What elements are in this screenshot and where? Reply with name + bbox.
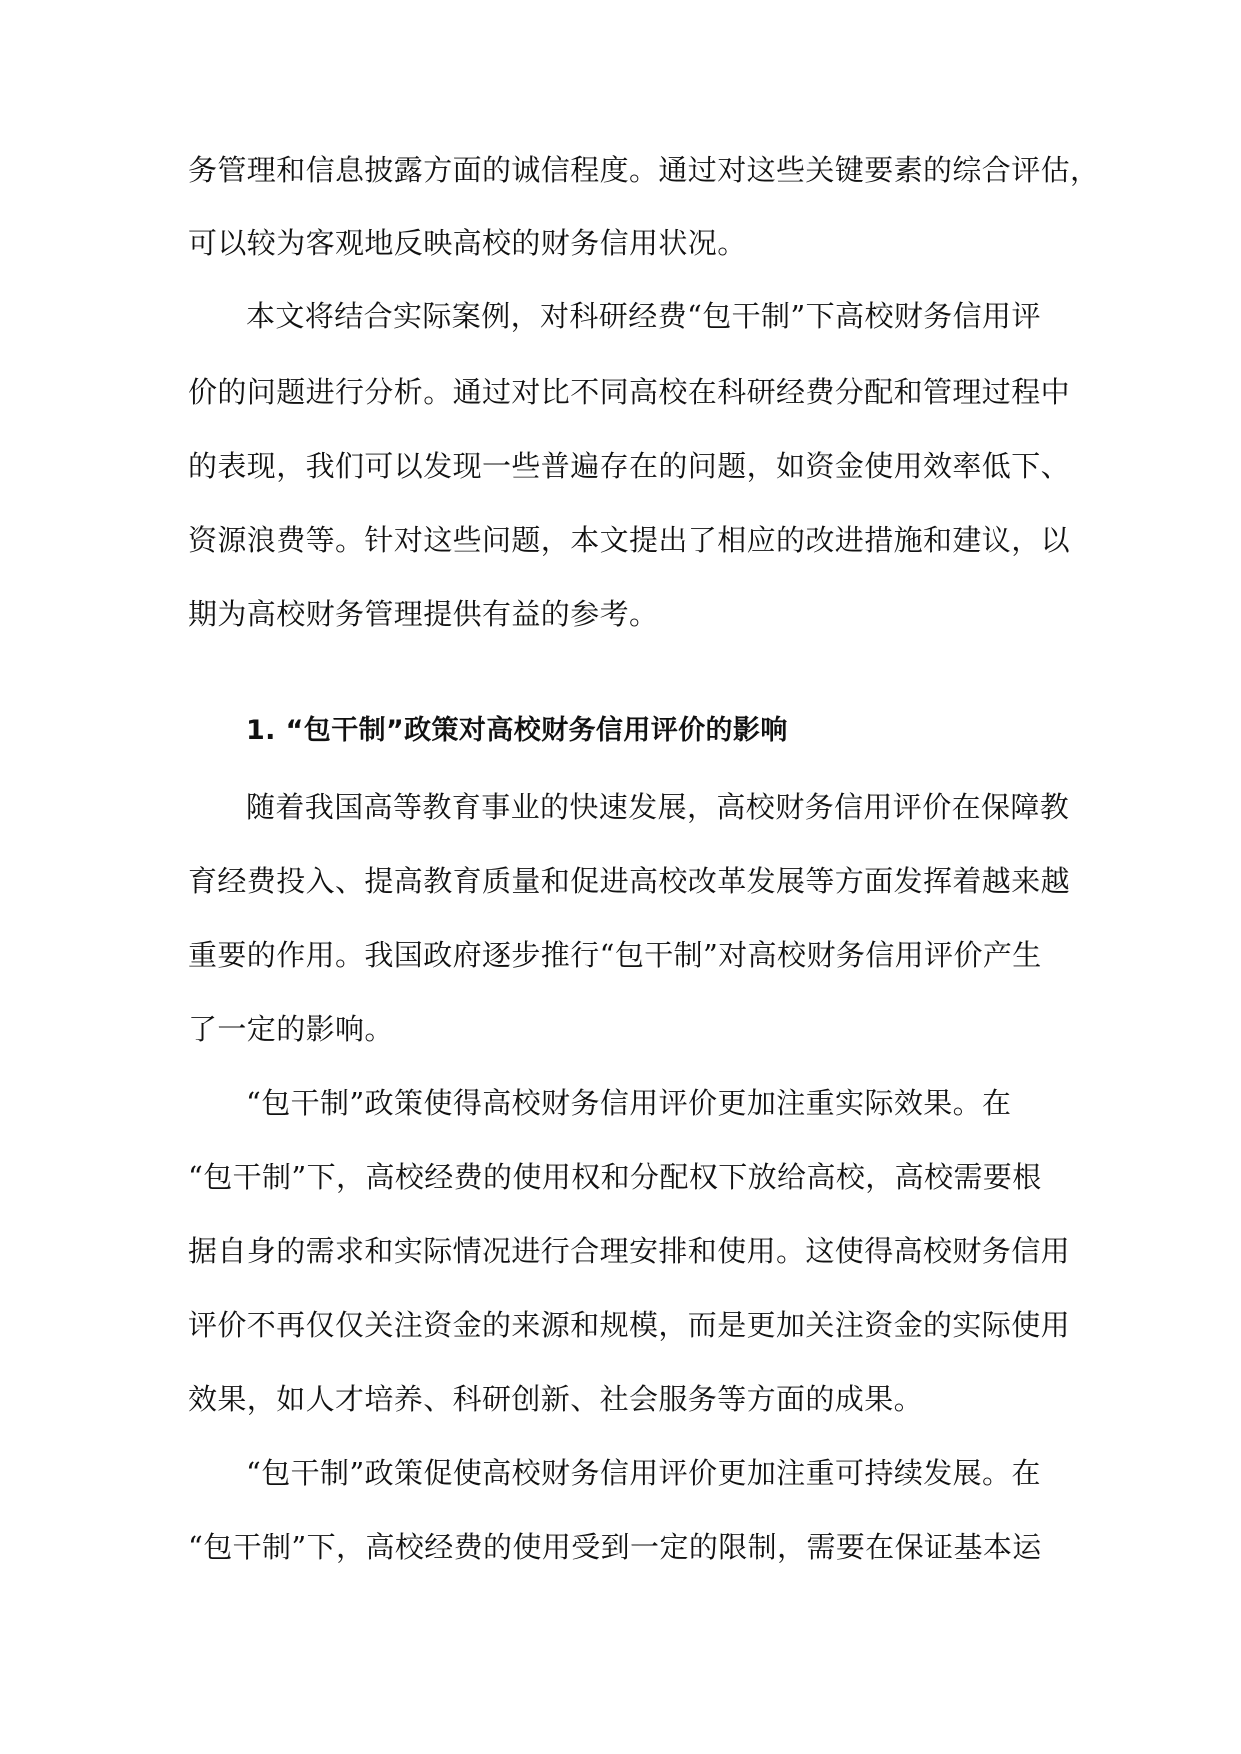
text-line: 的表现，我们可以发现一些普遍存在的问题，如资金使用效率低下、 [188,449,1071,483]
text-line: 育经费投入、提高教育质量和促进高校改革发展等方面发挥着越来越 [188,864,1071,898]
paragraph-first-line: “包干制”政策促使高校财务信用评价更加注重可持续发展。在 [246,1456,1041,1490]
text-line: 价的问题进行分析。通过对比不同高校在科研经费分配和管理过程中 [188,375,1071,409]
text-line: “包干制”下，高校经费的使用权和分配权下放给高校，高校需要根 [188,1160,1042,1194]
text-line: 了一定的影响。 [188,1012,394,1046]
paragraph-first-line: 随着我国高等教育事业的快速发展，高校财务信用评价在保障教 [246,790,1070,824]
text-line: 资源浪费等。针对这些问题，本文提出了相应的改进措施和建议，以 [188,523,1071,557]
text-line: 务管理和信息披露方面的诚信程度。通过对这些关键要素的综合评估， [188,153,1100,187]
text-line: 效果，如人才培养、科研创新、社会服务等方面的成果。 [188,1382,924,1416]
paragraph-first-line: “包干制”政策使得高校财务信用评价更加注重实际效果。在 [246,1086,1012,1120]
text-line: “包干制”下，高校经费的使用受到一定的限制，需要在保证基本运 [188,1530,1042,1564]
text-line: 重要的作用。我国政府逐步推行“包干制”对高校财务信用评价产生 [188,938,1042,972]
section-heading: 1. “包干制”政策对高校财务信用评价的影响 [246,715,788,746]
text-line: 期为高校财务管理提供有益的参考。 [188,597,659,631]
text-line: 可以较为客观地反映高校的财务信用状况。 [188,226,747,260]
text-line: 评价不再仅仅关注资金的来源和规模，而是更加关注资金的实际使用 [188,1308,1071,1342]
text-line: 据自身的需求和实际情况进行合理安排和使用。这使得高校财务信用 [188,1234,1071,1268]
paragraph-first-line: 本文将结合实际案例，对科研经费“包干制”下高校财务信用评 [246,299,1041,333]
